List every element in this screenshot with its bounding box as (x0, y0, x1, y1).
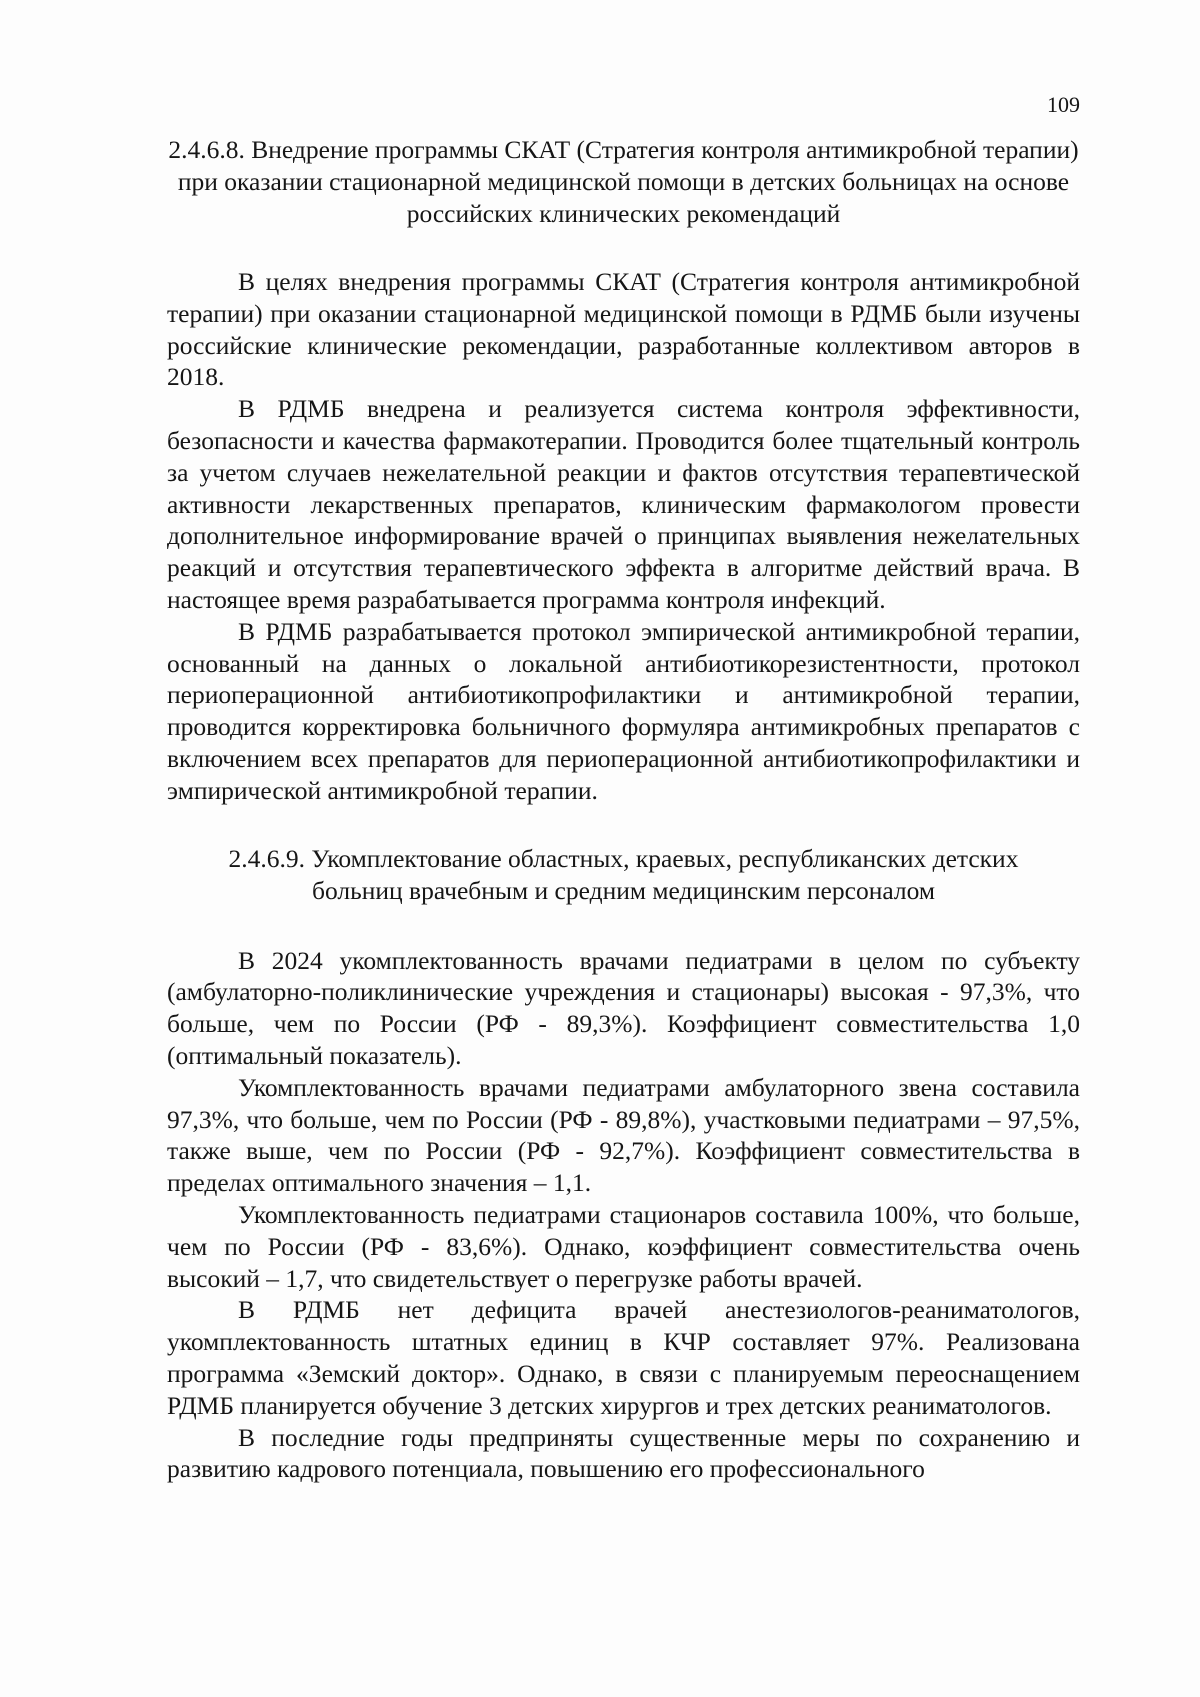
paragraph: В целях внедрения программы СКАТ (Стратегия контроля антимикробной терапии) при оказании стационарной медицинской помощи в РДМБ были изучены российские клинические рекомендации, разработанные коллективом авторов в 2018. (167, 267, 1080, 392)
section-heading-2-4-6-9: 2.4.6.9. Укомплектование областных, краевых, республиканских детских больниц врачебным и средним медицинским персоналом (228, 843, 1019, 905)
paragraph: Укомплектованность педиатрами стационаров составила 100%, что больше, чем по России (РФ - 83,6%). Однако, коэффициент совместительства очень высокий – 1,7, что свидетельствует о перегрузке работы врачей. (167, 1199, 1080, 1293)
paragraph: В РДМБ нет дефицита врачей анестезиологов-реаниматологов, укомплектованность штатных единиц в КЧР составляет 97%. Реализована программа «Земский доктор». Однако, в связи с планируемым переоснащением РДМБ планируется обучение 3 детских хирургов и трех детских реаниматологов. (167, 1295, 1080, 1420)
paragraph: Укомплектованность врачами педиатрами амбулаторного звена составила 97,3%, что больше, чем по России (РФ - 89,8%), участковыми педиатрами – 97,5%, также выше, чем по России (РФ - 92,7%). Коэффициент совместительства в пределах оптимального значения – 1,1. (167, 1072, 1080, 1198)
paragraph: В РДМБ разрабатывается протокол эмпирической антимикробной терапии, основанный на данных о локальной антибиотикорезистентности, протокол периоперационной антибиотикопрофилактики и антимикробной терапии, проводится корректировка больничного формуляра антимикробных препаратов с включением всех препаратов для периоперационной антибиотикопрофилактики и эмпирической антимикробной терапии. (167, 616, 1080, 805)
paragraph: В РДМБ внедрена и реализуется система контроля эффективности, безопасности и качества фармакотерапии. Проводится более тщательный контроль за учетом случаев нежелательной реакции и фактов отсутствия терапевтической активности лекарственных препаратов, клиническим фармакологом провести дополнительное информирование врачей о принципах выявления нежелательных реакций и отсутствия терапевтического эффекта в алгоритме действий врача. В настоящее время разрабатывается программа контроля инфекций. (167, 394, 1080, 614)
paragraph: В 2024 укомплектованность врачами педиатрами в целом по субъекту (амбулаторно-поликлинические учреждения и стационары) высокая - 97,3%, что больше, чем по России (РФ - 89,3%). Коэффициент совместительства 1,0 (оптимальный показатель). (167, 945, 1080, 1070)
document-body (167, 134, 1080, 1485)
paragraph: В последние годы предприняты существенные меры по сохранению и развитию кадрового потенциала, повышению его профессионального (167, 1422, 1080, 1484)
section-heading-2-4-6-8: 2.4.6.8. Внедрение программы СКАТ (Стратегия контроля антимикробной терапии) при оказании стационарной медицинской помощи в детских больницах на основе российских клинических рекомендаций (168, 135, 1079, 228)
page-number: 109 (1047, 92, 1080, 117)
